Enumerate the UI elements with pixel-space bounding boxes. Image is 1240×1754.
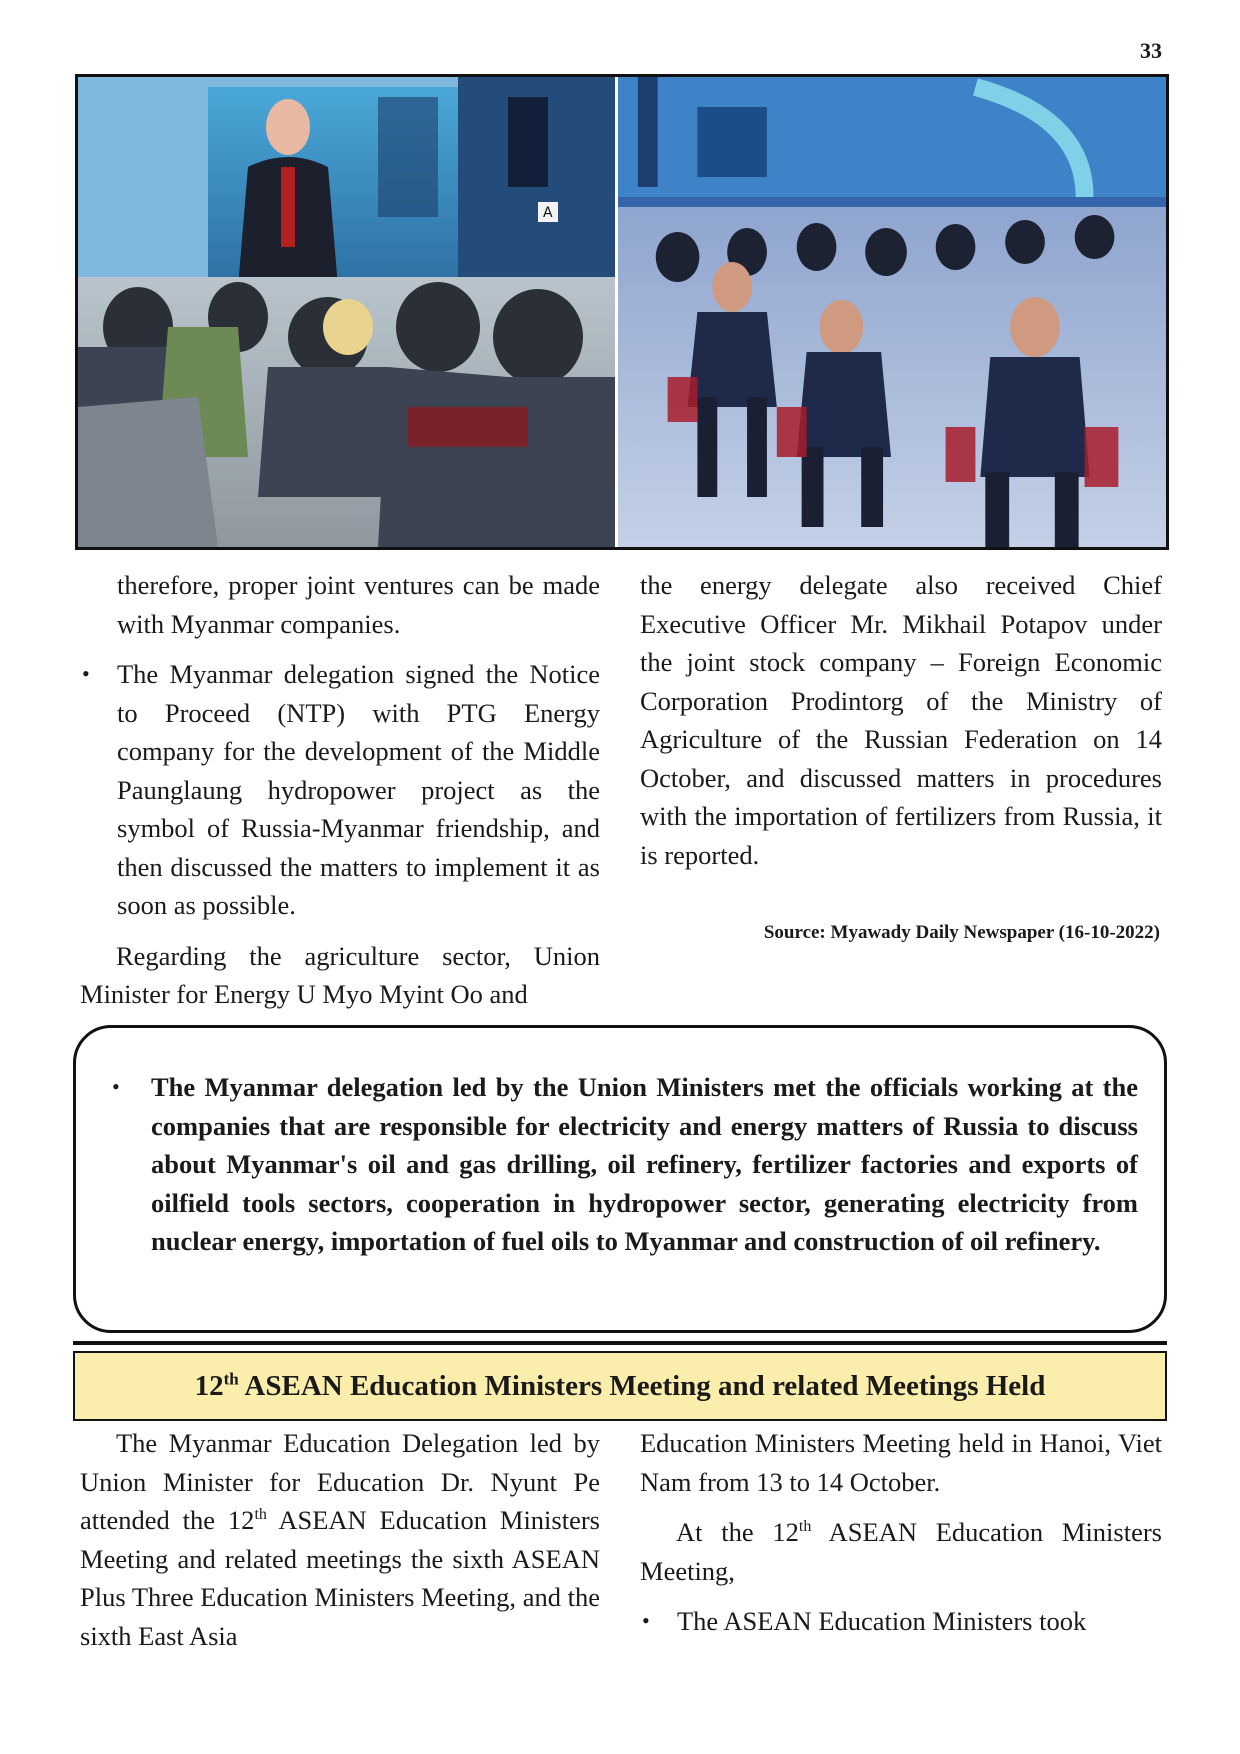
highlight-box bbox=[73, 1025, 1167, 1333]
paragraph-continuation-right: the energy delegate also received Chief Executive Officer Mr. Mikhail Potapov under the joint stock company – Foreign Economic Corporation Prodintorg of the Ministry of Agriculture of the Russian Federation on 14 October, and discussed matters in procedures with the importation of fertilizers from Russia, it is reported. bbox=[640, 570, 1162, 870]
intro-text-a: The Myanmar Education Delegation led by Union Minister for Education Dr. Nyunt Pe attended the 12 bbox=[80, 1428, 600, 1535]
bullet-icon: • bbox=[642, 1608, 650, 1633]
paragraph-agriculture: Regarding the agriculture sector, Union Minister for Energy U Myo Myint Oo and bbox=[80, 940, 600, 1009]
bullet-icon: • bbox=[112, 1074, 120, 1099]
paragraph-meeting bbox=[640, 1513, 1162, 1590]
title-superscript: th bbox=[223, 1369, 239, 1389]
bullet-item bbox=[640, 1602, 1162, 1641]
article-column-left bbox=[80, 566, 600, 1026]
meeting-text-a: At the 12 bbox=[676, 1517, 799, 1547]
article-column-right bbox=[640, 566, 1162, 886]
intro-text-b: ASEAN Education Ministers Meeting and related meetings the sixth ASEAN Plus Three Education Ministers Meeting, and the sixth East Asia bbox=[80, 1505, 600, 1651]
photo-sign-letter: A bbox=[543, 205, 553, 221]
meeting-superscript: th bbox=[798, 1518, 812, 1536]
section-title bbox=[73, 1351, 1167, 1421]
bullet-item bbox=[80, 655, 600, 925]
photo-strip bbox=[75, 74, 1169, 550]
photo-conference-speech bbox=[78, 77, 618, 547]
bullet-icon: • bbox=[82, 661, 90, 686]
intro-superscript: th bbox=[254, 1506, 267, 1524]
article2-column-left bbox=[80, 1424, 600, 1667]
paragraph-intro bbox=[80, 1424, 600, 1655]
source-citation: Source: Myawady Daily Newspaper (16-10-2022) bbox=[763, 922, 1160, 943]
meeting-text-b: ASEAN Education Ministers Meeting, bbox=[640, 1517, 1162, 1586]
bullet-text: The Myanmar delegation signed the Notice to Proceed (NTP) with PTG Energy company for the development of the Middle Paunglaung hydropower project as the symbol of Russia-Myanmar friendship, and then discussed the matters to implement it as soon as possible. bbox=[117, 659, 600, 920]
paragraph-continuation: therefore, proper joint ventures can be made with Myanmar companies. bbox=[117, 570, 600, 639]
title-text: ASEAN Education Ministers Meeting and related Meetings Held bbox=[238, 1370, 1046, 1402]
bullet-list bbox=[80, 655, 600, 925]
title-number: 12 bbox=[194, 1370, 224, 1402]
highlight-bullet bbox=[112, 1068, 1138, 1261]
section-divider bbox=[73, 1341, 1167, 1345]
article2-column-right bbox=[640, 1424, 1162, 1653]
paragraph-intro-continued: Education Ministers Meeting held in Hanoi, Viet Nam from 13 to 14 October. bbox=[640, 1428, 1162, 1497]
bullet-text: The ASEAN Education Ministers took bbox=[677, 1606, 1087, 1636]
photo-delegation-seated bbox=[618, 77, 1166, 547]
page-number: 33 bbox=[1140, 38, 1162, 63]
bullet-list-2 bbox=[640, 1602, 1162, 1641]
highlight-text: The Myanmar delegation led by the Union Ministers met the officials working at the companies that are responsible for electricity and energy matters of Russia to discuss about Myanmar's oil and gas drilling, oil refinery, fertilizer factories and exports of oilfield tools sectors, cooperation in hydropower sector, generating electricity from nuclear energy, importation of fuel oils to Myanmar and construction of oil refinery. bbox=[151, 1072, 1138, 1256]
